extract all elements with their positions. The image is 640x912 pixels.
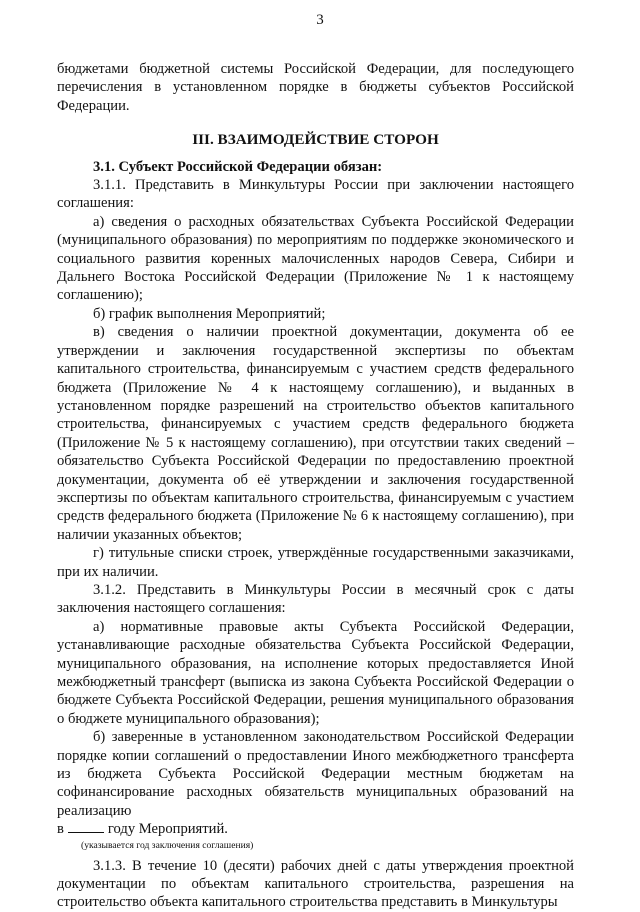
item-b-1: б) график выполнения Мероприятий; — [93, 305, 326, 322]
subsection-3-1: 3.1. Субъект Российской Федерации обязан: — [93, 158, 383, 175]
item-a-1: а) сведения о расходных обязательствах Субъекта Российской Федерации (муниципального образования) по мероприятиям по поддержке экономического и социального развития коренных малочисленных народов Севера, Сибири и Дальнего Востока Российской Федерации (Приложение № 1 к настоящему соглашению); — [57, 213, 574, 304]
section-heading: III. ВЗАИМОДЕЙСТВИЕ СТОРОН — [192, 131, 439, 149]
item-a-2: а) нормативные правовые акты Субъекта Российской Федерации, устанавливающие расходные обязательства Субъекта Российской Федерации, муниципального образования, на исполнение которых предоставляется Иной межбюджетный трансферт (выписка из закона Субъекта Российской Федерации о бюджете Субъекта Российской Федерации, решения муниципального образования о бюджете муниципального образования); — [57, 618, 574, 727]
paragraph-3-1-2: 3.1.2. Представить в Минкультуры России в месячный срок с даты заключения настоящего соглашения: — [57, 581, 574, 617]
item-b-2: б) заверенные в установленном законодательством Российской Федерации порядке копии соглашений о предоставлении Иного межбюджетного трансферта из бюджета Субъекта Российской Федерации местным бюджетам на софинансирование расходных обязательств муниципальных образований на реализацию — [57, 729, 574, 819]
year-footnote: (указывается год заключения соглашения) — [81, 839, 254, 851]
page-number: 3 — [316, 12, 324, 28]
item-b-2-tail — [57, 820, 574, 838]
year-blank-field — [68, 820, 104, 833]
paragraph-3-1-1: 3.1.1. Представить в Минкультуры России при заключении настоящего соглашения: — [57, 177, 574, 212]
item-g-1: г) титульные списки строек, утверждённые государственными заказчиками, при их наличии. — [57, 545, 574, 580]
tail-prefix: в — [57, 821, 64, 838]
paragraph-3-1-3: 3.1.3. В течение 10 (десяти) рабочих дней с даты утверждения проектной документации по объектам капитального строительства, разрешения на строительство объекта капитального строительства представить в Минкультуры — [57, 857, 574, 911]
continued-paragraph: бюджетами бюджетной системы Российской Федерации, для последующего перечисления в установленном порядке в бюджеты субъектов Российской Федерации. — [57, 61, 574, 114]
document-body — [57, 60, 574, 912]
tail-suffix: году Мероприятий. — [107, 821, 228, 838]
item-v-1: в) сведения о наличии проектной документации, документа об ее утверждении и заключения государственной экспертизы по объектам капитального строительства, финансируемым с участием средств федерального бюджета (Приложение № 4 к настоящему соглашению), и выданных в установленном порядке разрешений на строительство объектов капитального строительства, финансируемых с участием средств федерального бюджета (Приложение № 5 к настоящему соглашению), при отсутствии таких сведений – обязательство Субъекта Российской Федерации по предоставлению проектной документации, документа об её утверждении и заключения государственной экспертизы по объектам капитального строительства, финансируемым с участием средств федерального бюджета (Приложение № 6 к настоящему соглашению), при наличии указанных объектов; — [57, 324, 574, 543]
